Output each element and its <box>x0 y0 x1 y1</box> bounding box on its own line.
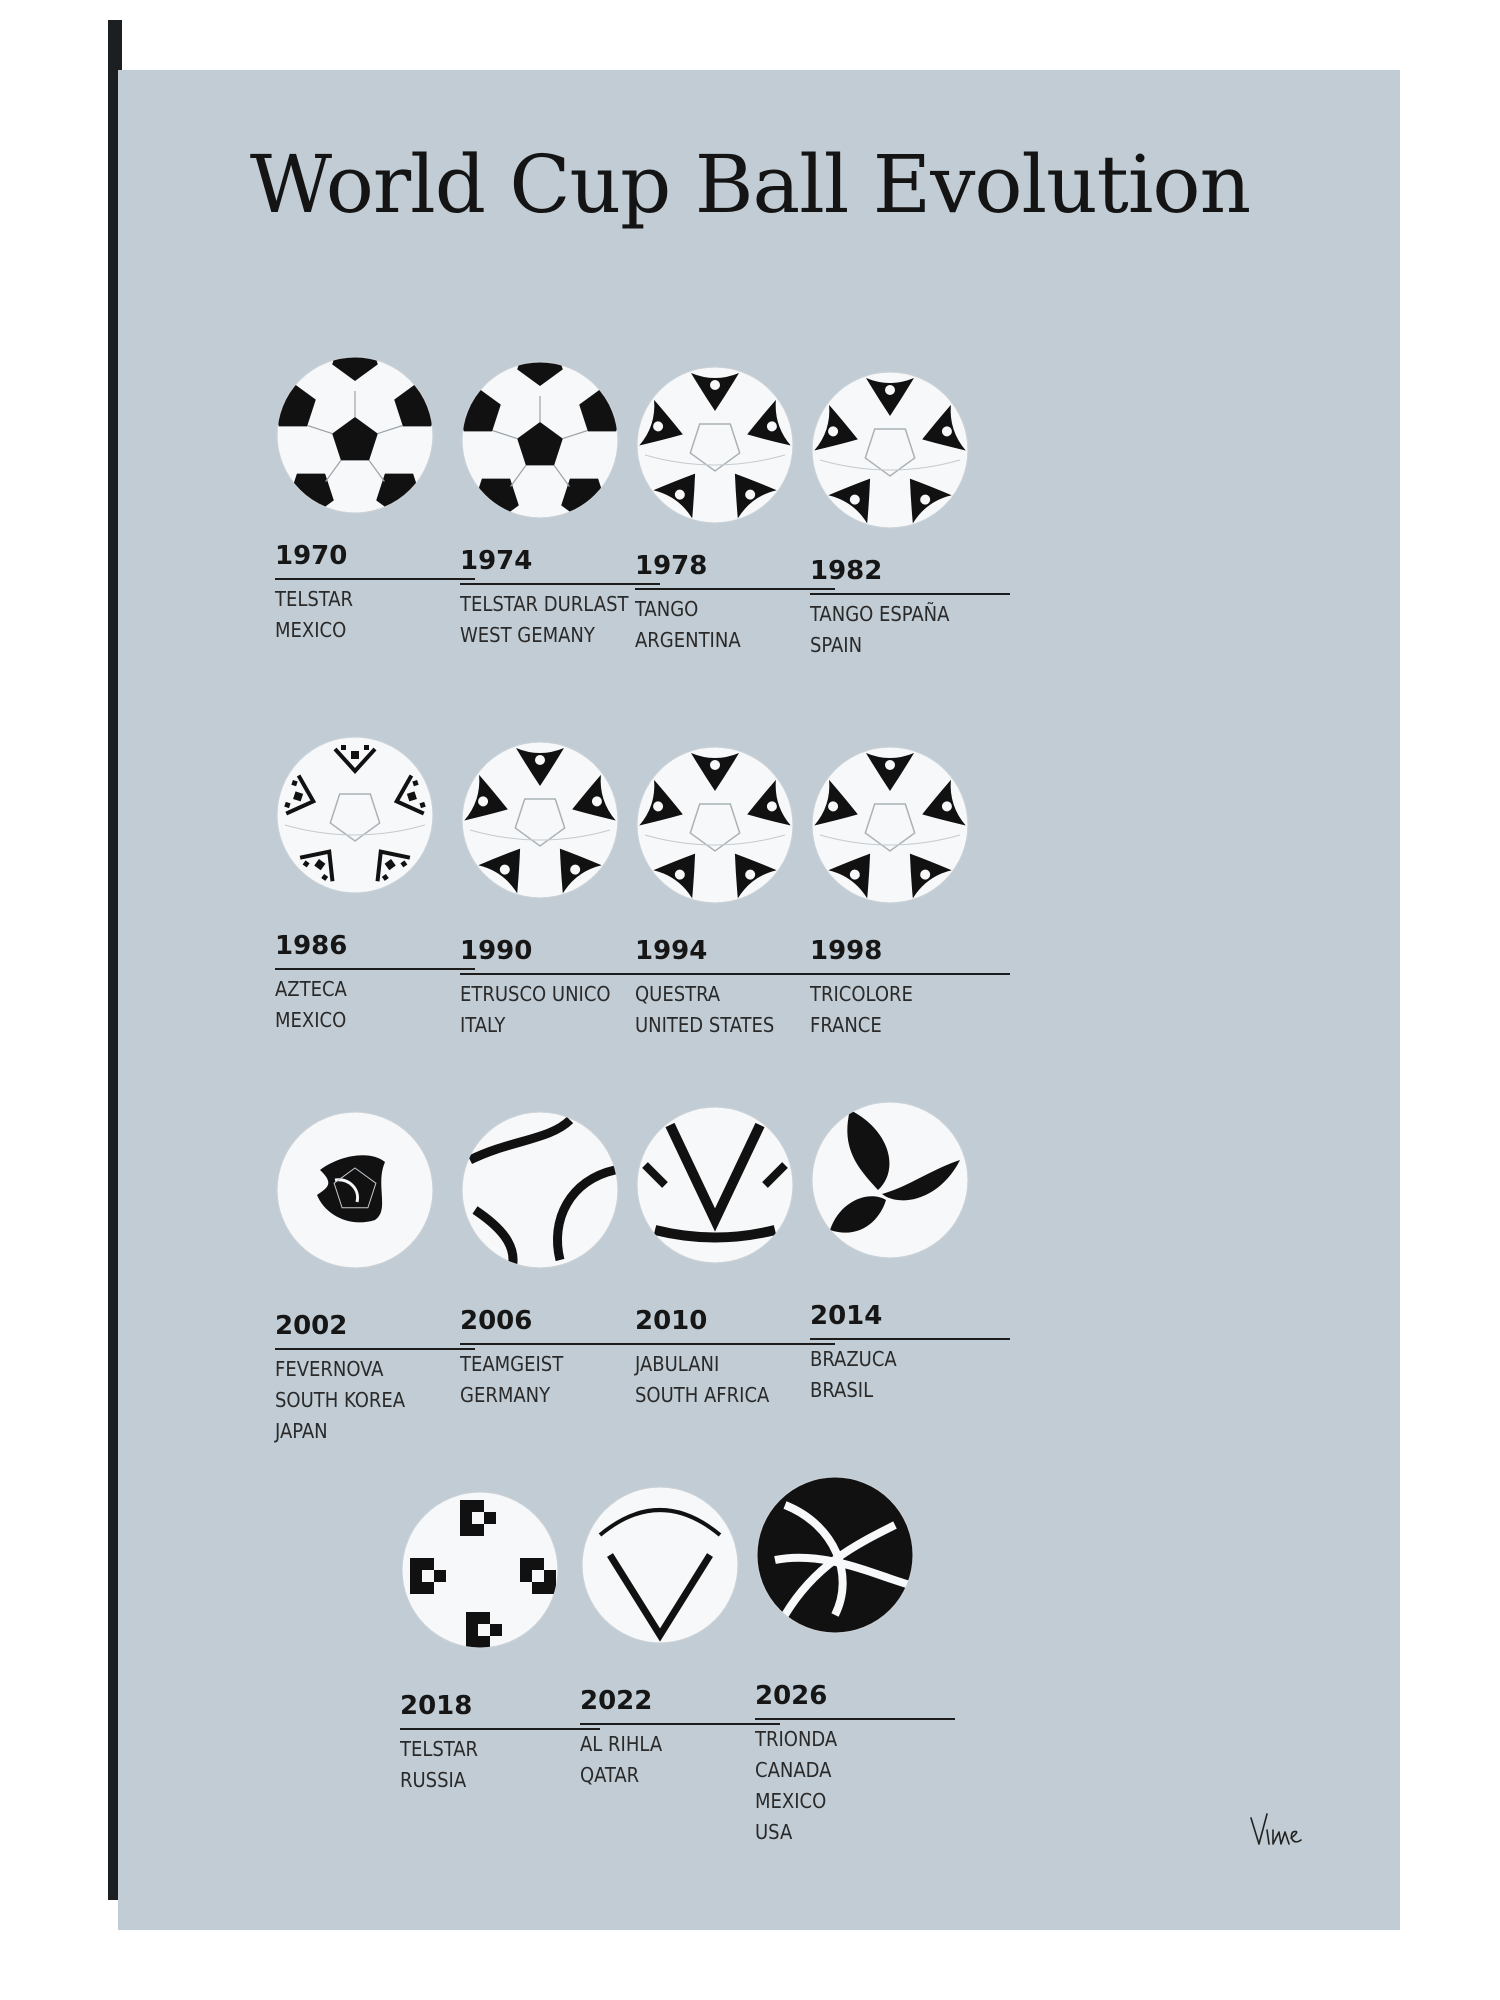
ball-detail-line: AL RIHLA <box>580 1732 663 1756</box>
ball-details <box>460 585 660 651</box>
ball-detail-line: SOUTH KOREA <box>275 1388 406 1412</box>
ball-details <box>460 975 660 1041</box>
ball-1982-icon <box>800 360 980 540</box>
ball-detail-line: MEXICO <box>275 618 347 642</box>
ball-year: 1998 <box>810 935 1010 975</box>
ball-year: 2002 <box>275 1310 475 1350</box>
ball-year: 2006 <box>460 1305 660 1345</box>
ball-year: 1978 <box>635 550 835 590</box>
ball-detail-line: USA <box>755 1820 793 1844</box>
ball-2006-icon <box>450 1100 630 1280</box>
ball-details <box>275 1350 475 1447</box>
ball-detail-line: JAPAN <box>275 1419 328 1443</box>
ball-1986-icon <box>265 725 445 905</box>
ball-detail-line: FEVERNOVA <box>275 1357 384 1381</box>
ball-2002-icon <box>265 1100 445 1280</box>
ball-details <box>810 1340 1010 1406</box>
ball-2014-icon <box>800 1090 980 1270</box>
ball-details <box>635 1345 835 1411</box>
ball-detail-line: BRAZUCA <box>810 1347 897 1371</box>
ball-year: 1994 <box>635 935 835 975</box>
ball-detail-line: ARGENTINA <box>635 628 741 652</box>
ball-1990-icon <box>450 730 630 910</box>
ball-2018-icon <box>390 1480 570 1660</box>
ball-detail-line: ETRUSCO UNICO <box>460 982 611 1006</box>
ball-caption <box>400 1690 600 1796</box>
ball-caption <box>275 1310 475 1447</box>
ball-caption <box>275 930 475 1036</box>
ball-1970-icon <box>265 345 445 525</box>
ball-details <box>635 590 835 656</box>
ball-detail-line: CANADA <box>755 1758 832 1782</box>
poster-title: World Cup Ball Evolution <box>249 138 1251 231</box>
ball-year: 1974 <box>460 545 660 585</box>
ball-year: 1982 <box>810 555 1010 595</box>
ball-details <box>810 975 1010 1041</box>
ball-detail-line: JABULANI <box>635 1352 720 1376</box>
ball-1978-icon <box>625 355 805 535</box>
ball-year: 2014 <box>810 1300 1010 1340</box>
ball-caption <box>275 540 475 646</box>
ball-detail-line: TANGO ESPAÑA <box>810 602 950 626</box>
ball-detail-line: FRANCE <box>810 1013 882 1037</box>
ball-caption <box>580 1685 780 1791</box>
ball-caption <box>635 550 835 656</box>
ball-year: 2018 <box>400 1690 600 1730</box>
ball-2026-icon <box>745 1465 925 1645</box>
ball-year: 2010 <box>635 1305 835 1345</box>
ball-1994-icon <box>625 735 805 915</box>
ball-caption <box>460 545 660 651</box>
ball-caption <box>810 1300 1010 1406</box>
ball-details <box>275 970 475 1036</box>
ball-detail-line: TEAMGEIST <box>460 1352 564 1376</box>
ball-detail-line: UNITED STATES <box>635 1013 775 1037</box>
ball-2022-icon <box>570 1475 750 1655</box>
ball-detail-line: TRIONDA <box>755 1727 838 1751</box>
ball-detail-line: TELSTAR <box>400 1737 479 1761</box>
ball-detail-line: SOUTH AFRICA <box>635 1383 770 1407</box>
ball-1998-icon <box>800 735 980 915</box>
ball-detail-line: RUSSIA <box>400 1768 467 1792</box>
signature-mark <box>1245 1800 1305 1864</box>
ball-caption <box>460 935 660 1041</box>
ball-caption <box>635 1305 835 1411</box>
ball-details <box>460 1345 660 1411</box>
ball-year: 2022 <box>580 1685 780 1725</box>
ball-detail-line: SPAIN <box>810 633 863 657</box>
ball-1974-icon <box>450 350 630 530</box>
ball-caption <box>755 1680 955 1848</box>
ball-caption <box>810 935 1010 1041</box>
ball-detail-line: TANGO <box>635 597 699 621</box>
ball-caption <box>460 1305 660 1411</box>
ball-detail-line: QUESTRA <box>635 982 721 1006</box>
ball-detail-line: QATAR <box>580 1763 640 1787</box>
ball-details <box>400 1730 600 1796</box>
ball-detail-line: ITALY <box>460 1013 506 1037</box>
ball-year: 1970 <box>275 540 475 580</box>
ball-detail-line: AZTECA <box>275 977 347 1001</box>
ball-caption <box>635 935 835 1041</box>
ball-details <box>810 595 1010 661</box>
ball-year: 1990 <box>460 935 660 975</box>
ball-detail-line: WEST GEMANY <box>460 623 595 647</box>
ball-year: 1986 <box>275 930 475 970</box>
ball-details <box>580 1725 780 1791</box>
ball-detail-line: GERMANY <box>460 1383 551 1407</box>
ball-detail-line: TRICOLORE <box>810 982 913 1006</box>
ball-details <box>635 975 835 1041</box>
ball-caption <box>810 555 1010 661</box>
ball-year: 2026 <box>755 1680 955 1720</box>
ball-details <box>755 1720 955 1848</box>
ball-detail-line: BRASIL <box>810 1378 874 1402</box>
ball-details <box>275 580 475 646</box>
ball-detail-line: MEXICO <box>755 1789 827 1813</box>
ball-detail-line: TELSTAR DURLAST <box>460 592 629 616</box>
ball-2010-icon <box>625 1095 805 1275</box>
ball-detail-line: MEXICO <box>275 1008 347 1032</box>
ball-detail-line: TELSTAR <box>275 587 354 611</box>
